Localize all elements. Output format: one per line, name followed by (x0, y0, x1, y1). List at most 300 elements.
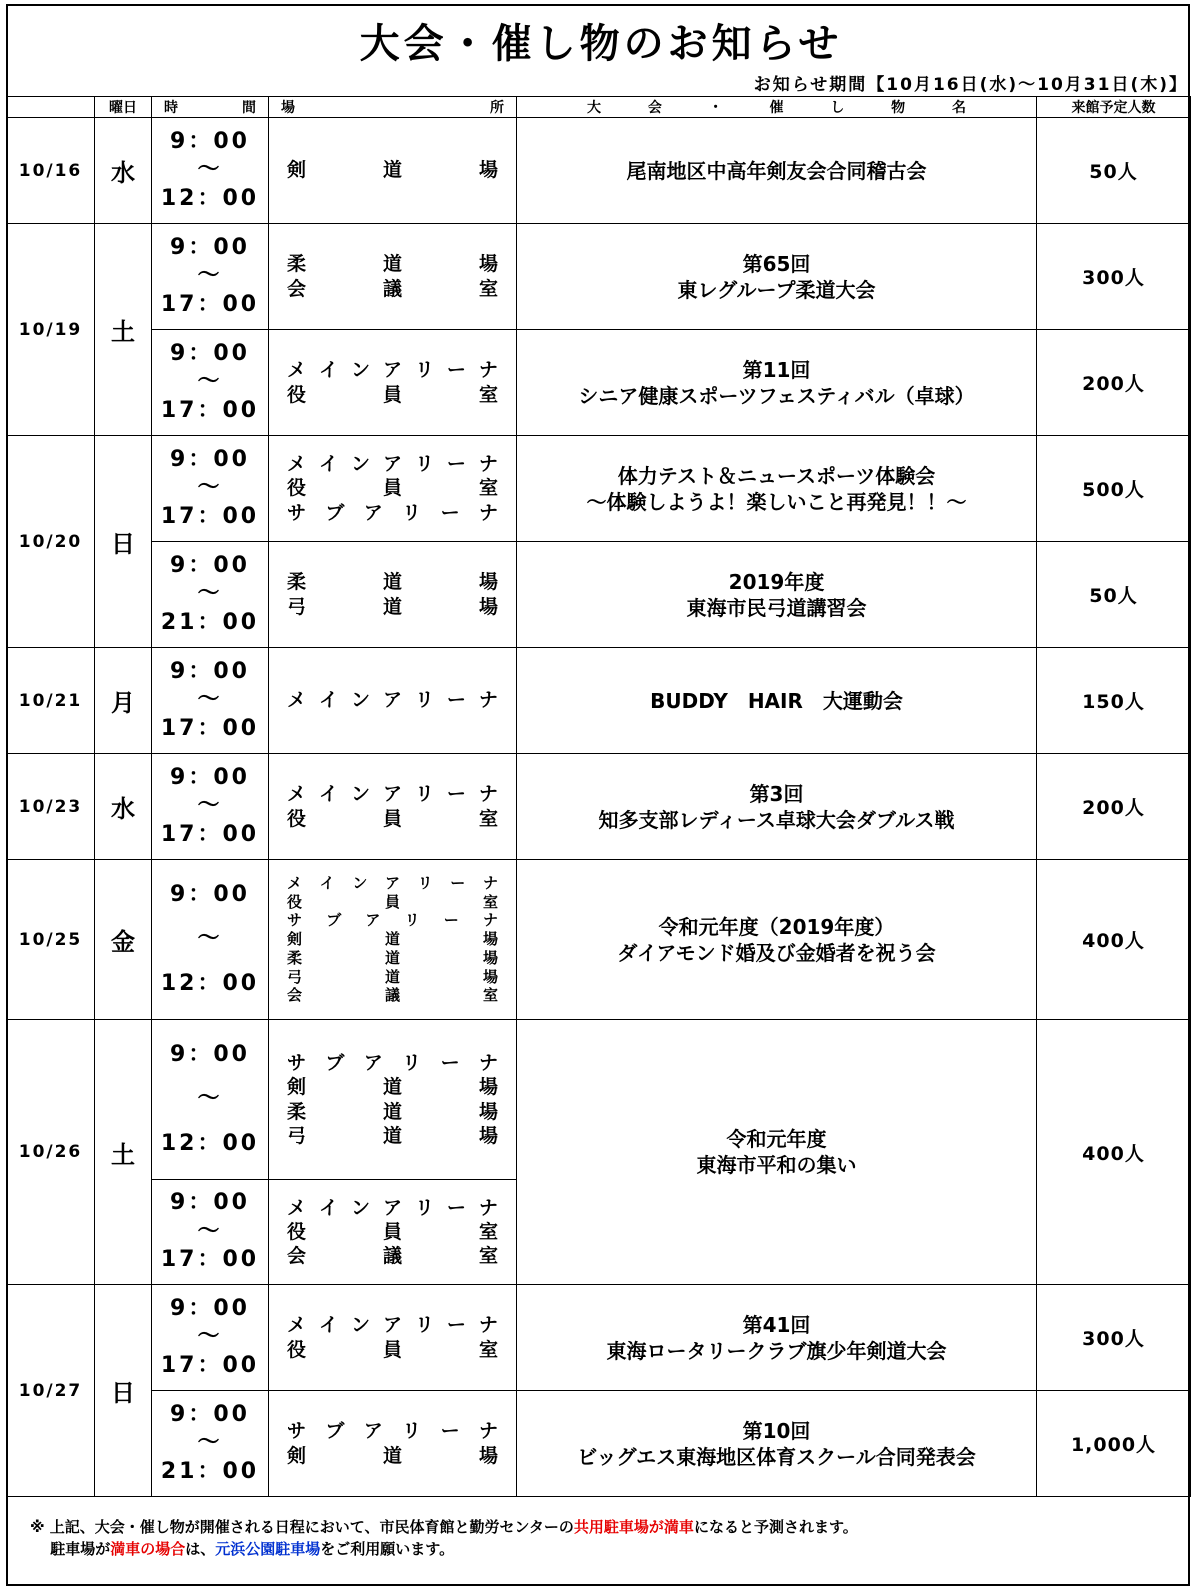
place-name (287, 968, 498, 987)
date-cell: 10/23 (7, 754, 95, 860)
place-name (287, 782, 498, 806)
place-cell (269, 860, 517, 1020)
event-name-line: 第65回 (742, 251, 811, 276)
place-char: メ (287, 783, 307, 806)
place-char: 場 (478, 1124, 498, 1147)
time-value: 9：00 (170, 128, 250, 154)
table-row (7, 1020, 1191, 1180)
time-value: 12：00 (160, 185, 260, 211)
attendance-cell: 1,000人 (1037, 1391, 1191, 1497)
header-char: 物 (891, 100, 906, 116)
time-value: 17：00 (160, 1352, 260, 1378)
place-char: 室 (478, 1220, 498, 1243)
place-char: ー (450, 873, 466, 892)
place-char: 室 (478, 383, 498, 406)
place-char: ナ (482, 873, 498, 892)
place-name (287, 1124, 498, 1148)
place-char: 柔 (287, 948, 303, 967)
place-char: 場 (478, 571, 498, 594)
place-char: リ (402, 1420, 422, 1443)
place-char: ン (352, 873, 368, 892)
event-cell (517, 1020, 1037, 1285)
place-name (287, 1220, 498, 1244)
place-char: 場 (478, 595, 498, 618)
place-char: リ (417, 873, 433, 892)
place-char: 室 (478, 807, 498, 830)
table-row (7, 648, 1191, 754)
place-char: ア (384, 873, 400, 892)
header-char: 名 (951, 100, 966, 116)
place-char: 役 (287, 383, 307, 406)
event-cell (517, 648, 1037, 754)
place-char: ア (365, 911, 381, 930)
place-char: 室 (478, 1338, 498, 1361)
place-char: 会 (287, 277, 307, 300)
header-char: 時 (164, 100, 178, 116)
place-char: 役 (287, 807, 307, 830)
weekday-cell: 水 (95, 118, 152, 224)
place-char: 柔 (287, 1100, 307, 1123)
place-char: リ (414, 453, 434, 476)
place-char: ー (446, 359, 466, 382)
header-event (517, 97, 1037, 118)
place-cell (269, 754, 517, 860)
place-char: 道 (382, 1444, 402, 1467)
place-name (287, 595, 498, 619)
attendance-cell: 500人 (1037, 436, 1191, 542)
event-name-line: 令和元年度（2019年度） (658, 914, 895, 939)
event-name-line: ダイアモンド婚及び金婚者を祝う会 (617, 940, 936, 965)
time-cell (152, 1391, 269, 1497)
time-cell (152, 1020, 269, 1180)
header-char: 大 (587, 100, 601, 116)
page-title: 大会・催し物のお知らせ (359, 21, 843, 67)
place-name (287, 158, 498, 182)
event-cell (517, 436, 1037, 542)
header-date (7, 97, 95, 118)
place-char: 員 (384, 892, 400, 911)
place-cell (269, 1180, 517, 1285)
place-char: ブ (326, 911, 342, 930)
place-char: ナ (478, 1420, 498, 1443)
place-char: 員 (382, 477, 402, 500)
event-cell (517, 1391, 1037, 1497)
time-separator: ～ (197, 263, 223, 289)
event-name-line: 2019年度 (728, 569, 825, 594)
place-char: メ (287, 1314, 307, 1337)
time-value: 17：00 (160, 715, 260, 741)
event-name-line: 知多支部レディース卓球大会ダブルス戦 (598, 807, 955, 832)
place-name (287, 1196, 498, 1220)
place-char: 道 (382, 1076, 402, 1099)
place-char: ー (443, 911, 459, 930)
place-char: 場 (482, 930, 498, 949)
place-char: イ (318, 359, 338, 382)
event-cell (517, 330, 1037, 436)
place-char: ナ (482, 911, 498, 930)
event-cell (517, 542, 1037, 648)
place-char: 会 (287, 1245, 307, 1268)
place-name (287, 1051, 498, 1075)
place-name (287, 1244, 498, 1268)
place-char: ア (382, 1314, 402, 1337)
place-char: ブ (325, 501, 345, 524)
place-char: 柔 (287, 253, 307, 276)
event-name-line: 尾南地区中高年剣友会合同稽古会 (626, 158, 927, 183)
place-name (287, 358, 498, 382)
place-char: 議 (382, 1245, 402, 1268)
place-name (287, 277, 498, 301)
place-char: ー (440, 501, 460, 524)
place-char: ン (350, 359, 370, 382)
place-char: 道 (382, 571, 402, 594)
event-cell (517, 118, 1037, 224)
place-name (287, 1338, 498, 1362)
place-char: メ (287, 359, 307, 382)
event-name-line: 第41回 (742, 1312, 811, 1337)
place-char: ー (446, 1314, 466, 1337)
place-char: ー (440, 1420, 460, 1443)
event-cell (517, 754, 1037, 860)
event-name-line: 第10回 (742, 1418, 811, 1443)
time-separator: ～ (197, 926, 223, 952)
place-char: 場 (482, 948, 498, 967)
place-char: ア (382, 689, 402, 712)
place-name (287, 383, 498, 407)
place-char: 役 (287, 892, 303, 911)
place-char: リ (414, 1196, 434, 1219)
time-cell (152, 436, 269, 542)
place-char: 場 (478, 1076, 498, 1099)
place-char: ー (446, 689, 466, 712)
attendance-cell: 300人 (1037, 1285, 1191, 1391)
place-char: ア (382, 1196, 402, 1219)
note-segment: は、 (185, 1539, 216, 1558)
place-name (287, 1419, 498, 1443)
parking-note (30, 1517, 858, 1561)
place-char: イ (319, 873, 335, 892)
table-row (7, 542, 1191, 648)
place-cell (269, 1020, 517, 1180)
place-char: ン (350, 453, 370, 476)
place-char: サ (287, 1420, 307, 1443)
place-char: 議 (384, 986, 400, 1005)
place-char: 室 (478, 477, 498, 500)
table-row (7, 860, 1191, 1020)
place-char: ア (363, 1051, 383, 1074)
time-separator: ～ (197, 157, 223, 183)
place-char: ナ (478, 359, 498, 382)
table-row (7, 330, 1191, 436)
place-char: サ (287, 911, 303, 930)
place-name (287, 1313, 498, 1337)
time-value: 17：00 (160, 821, 260, 847)
time-value: 12：00 (160, 970, 260, 996)
place-char: リ (414, 359, 434, 382)
place-char: ブ (325, 1420, 345, 1443)
date-cell: 10/16 (7, 118, 95, 224)
place-name (287, 911, 498, 930)
header-char: 間 (242, 100, 256, 116)
time-separator: ～ (197, 369, 223, 395)
place-char: ー (440, 1051, 460, 1074)
note-line-1 (30, 1517, 858, 1539)
event-name-line: 令和元年度 (726, 1127, 827, 1151)
place-name (287, 807, 498, 831)
place-char: 役 (287, 477, 307, 500)
attendance-cell: 400人 (1037, 860, 1191, 1020)
place-char: 員 (382, 1220, 402, 1243)
place-cell (269, 118, 517, 224)
place-char: ー (446, 783, 466, 806)
time-value: 9：00 (170, 881, 250, 907)
events-table (6, 96, 1191, 1497)
weekday-cell: 土 (95, 224, 152, 436)
time-value: 9：00 (170, 552, 250, 578)
attendance-cell: 200人 (1037, 330, 1191, 436)
time-cell (152, 648, 269, 754)
place-char: ナ (478, 453, 498, 476)
time-value: 17：00 (160, 291, 260, 317)
table-row (7, 1391, 1191, 1497)
header-char: 所 (490, 100, 504, 116)
time-value: 9：00 (170, 234, 250, 260)
place-char: リ (402, 501, 422, 524)
event-name-line: シニア健康スポーツフェスティバル（卓球） (578, 383, 975, 408)
place-char: ン (350, 1314, 370, 1337)
note-segment: をご利用願います。 (320, 1539, 455, 1558)
event-name-line: 東海市民弓道講習会 (686, 595, 867, 620)
place-char: 道 (384, 948, 400, 967)
place-char: 道 (382, 253, 402, 276)
time-value: 21：00 (160, 609, 260, 635)
place-char: 場 (478, 1444, 498, 1467)
place-char: 剣 (287, 159, 307, 182)
event-name-line: 東海ロータリークラブ旗少年剣道大会 (606, 1338, 947, 1363)
place-char: イ (318, 453, 338, 476)
time-value: 9：00 (170, 340, 250, 366)
place-char: サ (287, 501, 307, 524)
place-char: イ (318, 1314, 338, 1337)
time-value: 9：00 (170, 658, 250, 684)
time-cell (152, 1285, 269, 1391)
time-separator: ～ (197, 581, 223, 607)
place-char: ナ (478, 783, 498, 806)
event-name-line: 第11回 (742, 357, 811, 382)
weekday-cell: 金 (95, 860, 152, 1020)
place-char: 道 (384, 930, 400, 949)
place-cell (269, 542, 517, 648)
event-name-line: 体力テスト＆ニュースポーツ体験会 (617, 463, 936, 488)
place-cell (269, 436, 517, 542)
time-separator: ～ (197, 793, 223, 819)
place-cell (269, 330, 517, 436)
attendance-cell: 300人 (1037, 224, 1191, 330)
place-char: ン (350, 689, 370, 712)
header-place (269, 97, 517, 118)
note-segment: 共用駐車場が満車 (573, 1518, 694, 1536)
place-char: ー (446, 1196, 466, 1219)
place-char: 弓 (287, 967, 303, 986)
place-char: 員 (382, 383, 402, 406)
time-value: 17：00 (160, 503, 260, 529)
place-char: 弓 (287, 1124, 307, 1147)
place-name (287, 1100, 498, 1124)
note-segment: ※ 上記、大会・催し物が開催される日程において、市民体育館と勤労センターの (30, 1518, 574, 1536)
place-char: 柔 (287, 571, 307, 594)
table-header-row (7, 97, 1191, 118)
table-row (7, 436, 1191, 542)
event-name-line: ～体験しようよ！楽しいこと再発見！！～ (586, 489, 967, 514)
time-separator: ～ (197, 1430, 223, 1456)
place-char: リ (404, 911, 420, 930)
date-cell: 10/26 (7, 1020, 95, 1285)
place-char: ー (446, 453, 466, 476)
place-char: サ (287, 1051, 307, 1074)
time-cell (152, 542, 269, 648)
weekday-cell: 水 (95, 754, 152, 860)
place-char: 役 (287, 1220, 307, 1243)
place-char: メ (287, 1196, 307, 1219)
note-line-2 (30, 1539, 858, 1561)
time-separator: ～ (197, 1324, 223, 1350)
date-cell: 10/19 (7, 224, 95, 436)
date-cell: 10/27 (7, 1285, 95, 1497)
time-value: 9：00 (170, 1190, 250, 1216)
time-value: 21：00 (160, 1458, 260, 1484)
place-char: 剣 (287, 1076, 307, 1099)
event-cell (517, 224, 1037, 330)
table-row (7, 1285, 1191, 1391)
place-char: 場 (478, 1100, 498, 1123)
time-cell (152, 860, 269, 1020)
place-char: 室 (482, 986, 498, 1005)
time-value: 9：00 (170, 1401, 250, 1427)
place-char: ア (363, 1420, 383, 1443)
note-segment: 駐車場が (30, 1539, 111, 1558)
place-char: ア (363, 501, 383, 524)
time-value: 17：00 (160, 1247, 260, 1273)
place-name (287, 570, 498, 594)
date-cell: 10/20 (7, 436, 95, 648)
place-char: 会 (287, 986, 303, 1005)
place-char: 室 (482, 892, 498, 911)
time-cell (152, 754, 269, 860)
header-char: ・ (708, 100, 723, 116)
place-name (287, 452, 498, 476)
weekday-cell: 土 (95, 1020, 152, 1285)
time-value: 9：00 (170, 1295, 250, 1321)
place-char: ン (350, 1196, 370, 1219)
weekday-cell: 日 (95, 1285, 152, 1497)
place-char: 弓 (287, 595, 307, 618)
place-char: ナ (478, 1196, 498, 1219)
place-name (287, 1444, 498, 1468)
header-char: し (830, 100, 845, 116)
attendance-cell: 50人 (1037, 118, 1191, 224)
time-separator: ～ (197, 1086, 223, 1112)
place-char: ブ (325, 1051, 345, 1074)
place-cell (269, 1285, 517, 1391)
place-char: 員 (382, 807, 402, 830)
header-dow: 曜日 (95, 97, 152, 118)
place-char: ナ (478, 501, 498, 524)
place-name (287, 874, 498, 893)
place-char: リ (414, 783, 434, 806)
time-value: 9：00 (170, 1041, 250, 1067)
header-char: 催 (769, 100, 784, 116)
time-value: 17：00 (160, 397, 260, 423)
time-separator: ～ (197, 687, 223, 713)
place-char: ア (382, 453, 402, 476)
event-name-line: 東レグループ柔道大会 (677, 277, 876, 302)
place-char: 員 (382, 1338, 402, 1361)
place-name (287, 930, 498, 949)
event-cell (517, 860, 1037, 1020)
place-char: 場 (478, 253, 498, 276)
place-cell (269, 648, 517, 754)
place-cell (269, 224, 517, 330)
place-name (287, 688, 498, 712)
date-cell: 10/21 (7, 648, 95, 754)
place-char: リ (402, 1051, 422, 1074)
attendance-cell: 200人 (1037, 754, 1191, 860)
place-name (287, 949, 498, 968)
attendance-cell: 400人 (1037, 1020, 1191, 1285)
place-cell (269, 1391, 517, 1497)
place-name (287, 501, 498, 525)
table-row (7, 754, 1191, 860)
place-char: 役 (287, 1338, 307, 1361)
event-name-line: 第3回 (749, 781, 804, 806)
header-time (152, 97, 269, 118)
place-char: イ (318, 1196, 338, 1219)
place-char: 場 (478, 159, 498, 182)
time-value: 9：00 (170, 764, 250, 790)
event-name-line: ビッグエス東海地区体育スクール合同発表会 (577, 1444, 976, 1469)
place-char: ン (350, 783, 370, 806)
place-char: 剣 (287, 1444, 307, 1467)
place-char: メ (287, 873, 303, 892)
place-char: 道 (382, 595, 402, 618)
weekday-cell: 月 (95, 648, 152, 754)
header-char: 場 (281, 100, 295, 116)
event-name-line: 東海市平和の集い (696, 1153, 857, 1177)
time-separator: ～ (197, 475, 223, 501)
notice-period: お知らせ期間【10月16日(水)～10月31日(木)】 (753, 75, 1188, 95)
event-name-line: BUDDY HAIR 大運動会 (650, 688, 903, 713)
attendance-cell: 150人 (1037, 648, 1191, 754)
attendance-cell: 50人 (1037, 542, 1191, 648)
time-cell (152, 1180, 269, 1285)
table-row (7, 224, 1191, 330)
place-char: 道 (382, 159, 402, 182)
place-char: リ (414, 689, 434, 712)
place-char: 議 (382, 277, 402, 300)
place-char: 室 (478, 1245, 498, 1268)
place-char: ナ (478, 689, 498, 712)
time-value: 12：00 (160, 1130, 260, 1156)
place-name (287, 476, 498, 500)
time-cell (152, 224, 269, 330)
place-char: メ (287, 453, 307, 476)
date-cell: 10/25 (7, 860, 95, 1020)
place-char: ナ (478, 1051, 498, 1074)
time-cell (152, 118, 269, 224)
place-char: 道 (382, 1124, 402, 1147)
place-name (287, 986, 498, 1005)
time-value: 9：00 (170, 446, 250, 472)
